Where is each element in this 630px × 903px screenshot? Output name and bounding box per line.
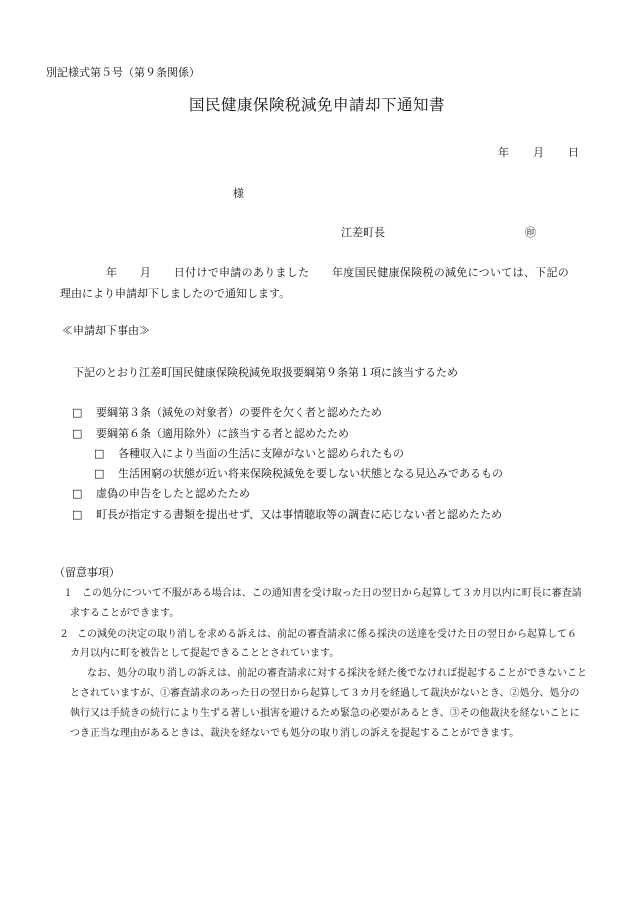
date-month: 月 (533, 146, 544, 159)
form-reference: 別記様式第５号（第９条関係） (46, 66, 200, 79)
note-2-line-5: 執行又は手続きの続行により生ずる著しい損害を避けるため緊急の必要があるとき、③その他裁決を経ないことに (70, 708, 580, 719)
checkbox-icon: □ (72, 406, 83, 419)
issuer-name: 江差町長 (341, 226, 385, 239)
body-line-2: 理由により申請却下しましたので通知します。 (60, 287, 291, 300)
reason-text: 各種収入により当面の生活に支障がないと認められたもの (118, 447, 404, 460)
note-2-line-1: この減免の決定の取り消しを求める訴えは、前記の審査請求に係る採決の送達を受けた日の翌日から起算して６ (77, 629, 577, 640)
note-1-line-2: 求することができます。 (70, 608, 180, 619)
note-2-line-2: カ月以内に町を被告として提起できることとされています。 (70, 648, 340, 659)
reason-item (72, 508, 502, 522)
note-2-line-6: つき正当な理由があるときは、裁決を経ないでも処分の取り消しの訴えを提起することができます。 (70, 728, 520, 739)
note-2-number: ２ (59, 629, 69, 640)
reasons-intro: 下記のとおり江差町国民健康保険税減免取扱要綱第９条第１項に該当するため (73, 366, 458, 379)
reason-subitem (94, 467, 503, 481)
seal-mark: ㊞ (525, 226, 536, 239)
reason-text: 町長が指定する書類を提出せず、又は事情聴取等の調査に応じない者と認めたため (96, 508, 503, 521)
reason-text: 要綱第６条（適用除外）に該当する者と認めたため (96, 427, 349, 440)
reason-subitem (94, 447, 404, 461)
notes-heading: （留意事項） (54, 566, 120, 579)
date-day: 日 (568, 146, 579, 159)
checkbox-icon: □ (72, 427, 83, 440)
reason-text: 虚偽の申告をしたと認めたため (96, 487, 250, 500)
addressee-honorific: 様 (233, 187, 244, 200)
note-1-line-1: この処分について不服がある場合は、この通知書を受け取った日の翌日から起算して３カ月以内に町長に審査請 (82, 588, 582, 599)
reason-item (72, 427, 349, 441)
date-year: 年 (498, 146, 509, 159)
reason-item (72, 406, 382, 420)
checkbox-icon: □ (94, 467, 105, 480)
checkbox-icon: □ (72, 487, 83, 500)
reason-text: 要綱第３条（減免の対象者）の要件を欠く者と認めたため (96, 406, 382, 419)
checkbox-icon: □ (94, 447, 105, 460)
body-line-1: 年 月 日付けで申請のありました 年度国民健康保険税の減免については、下記の (106, 266, 570, 279)
note-2-line-4: とされていますが、①審査請求のあった日の翌日から起算して３カ月を経過して裁決がないとき、②処分、処分の (70, 688, 580, 699)
reason-item (72, 487, 250, 501)
checkbox-icon: □ (72, 508, 83, 521)
note-2-line-3: なお、処分の取り消しの訴えは、前記の審査請求に対する採決を経た後でなければ提起することができないこと (87, 668, 587, 679)
reasons-heading: ≪申請却下事由≫ (62, 324, 150, 337)
document-title: 国民健康保険税減免申請却下通知書 (189, 96, 446, 114)
reason-text: 生活困窮の状態が近い将来保険税減免を要しない状態となる見込みであるもの (118, 467, 503, 480)
note-1-number: １ (63, 588, 73, 599)
